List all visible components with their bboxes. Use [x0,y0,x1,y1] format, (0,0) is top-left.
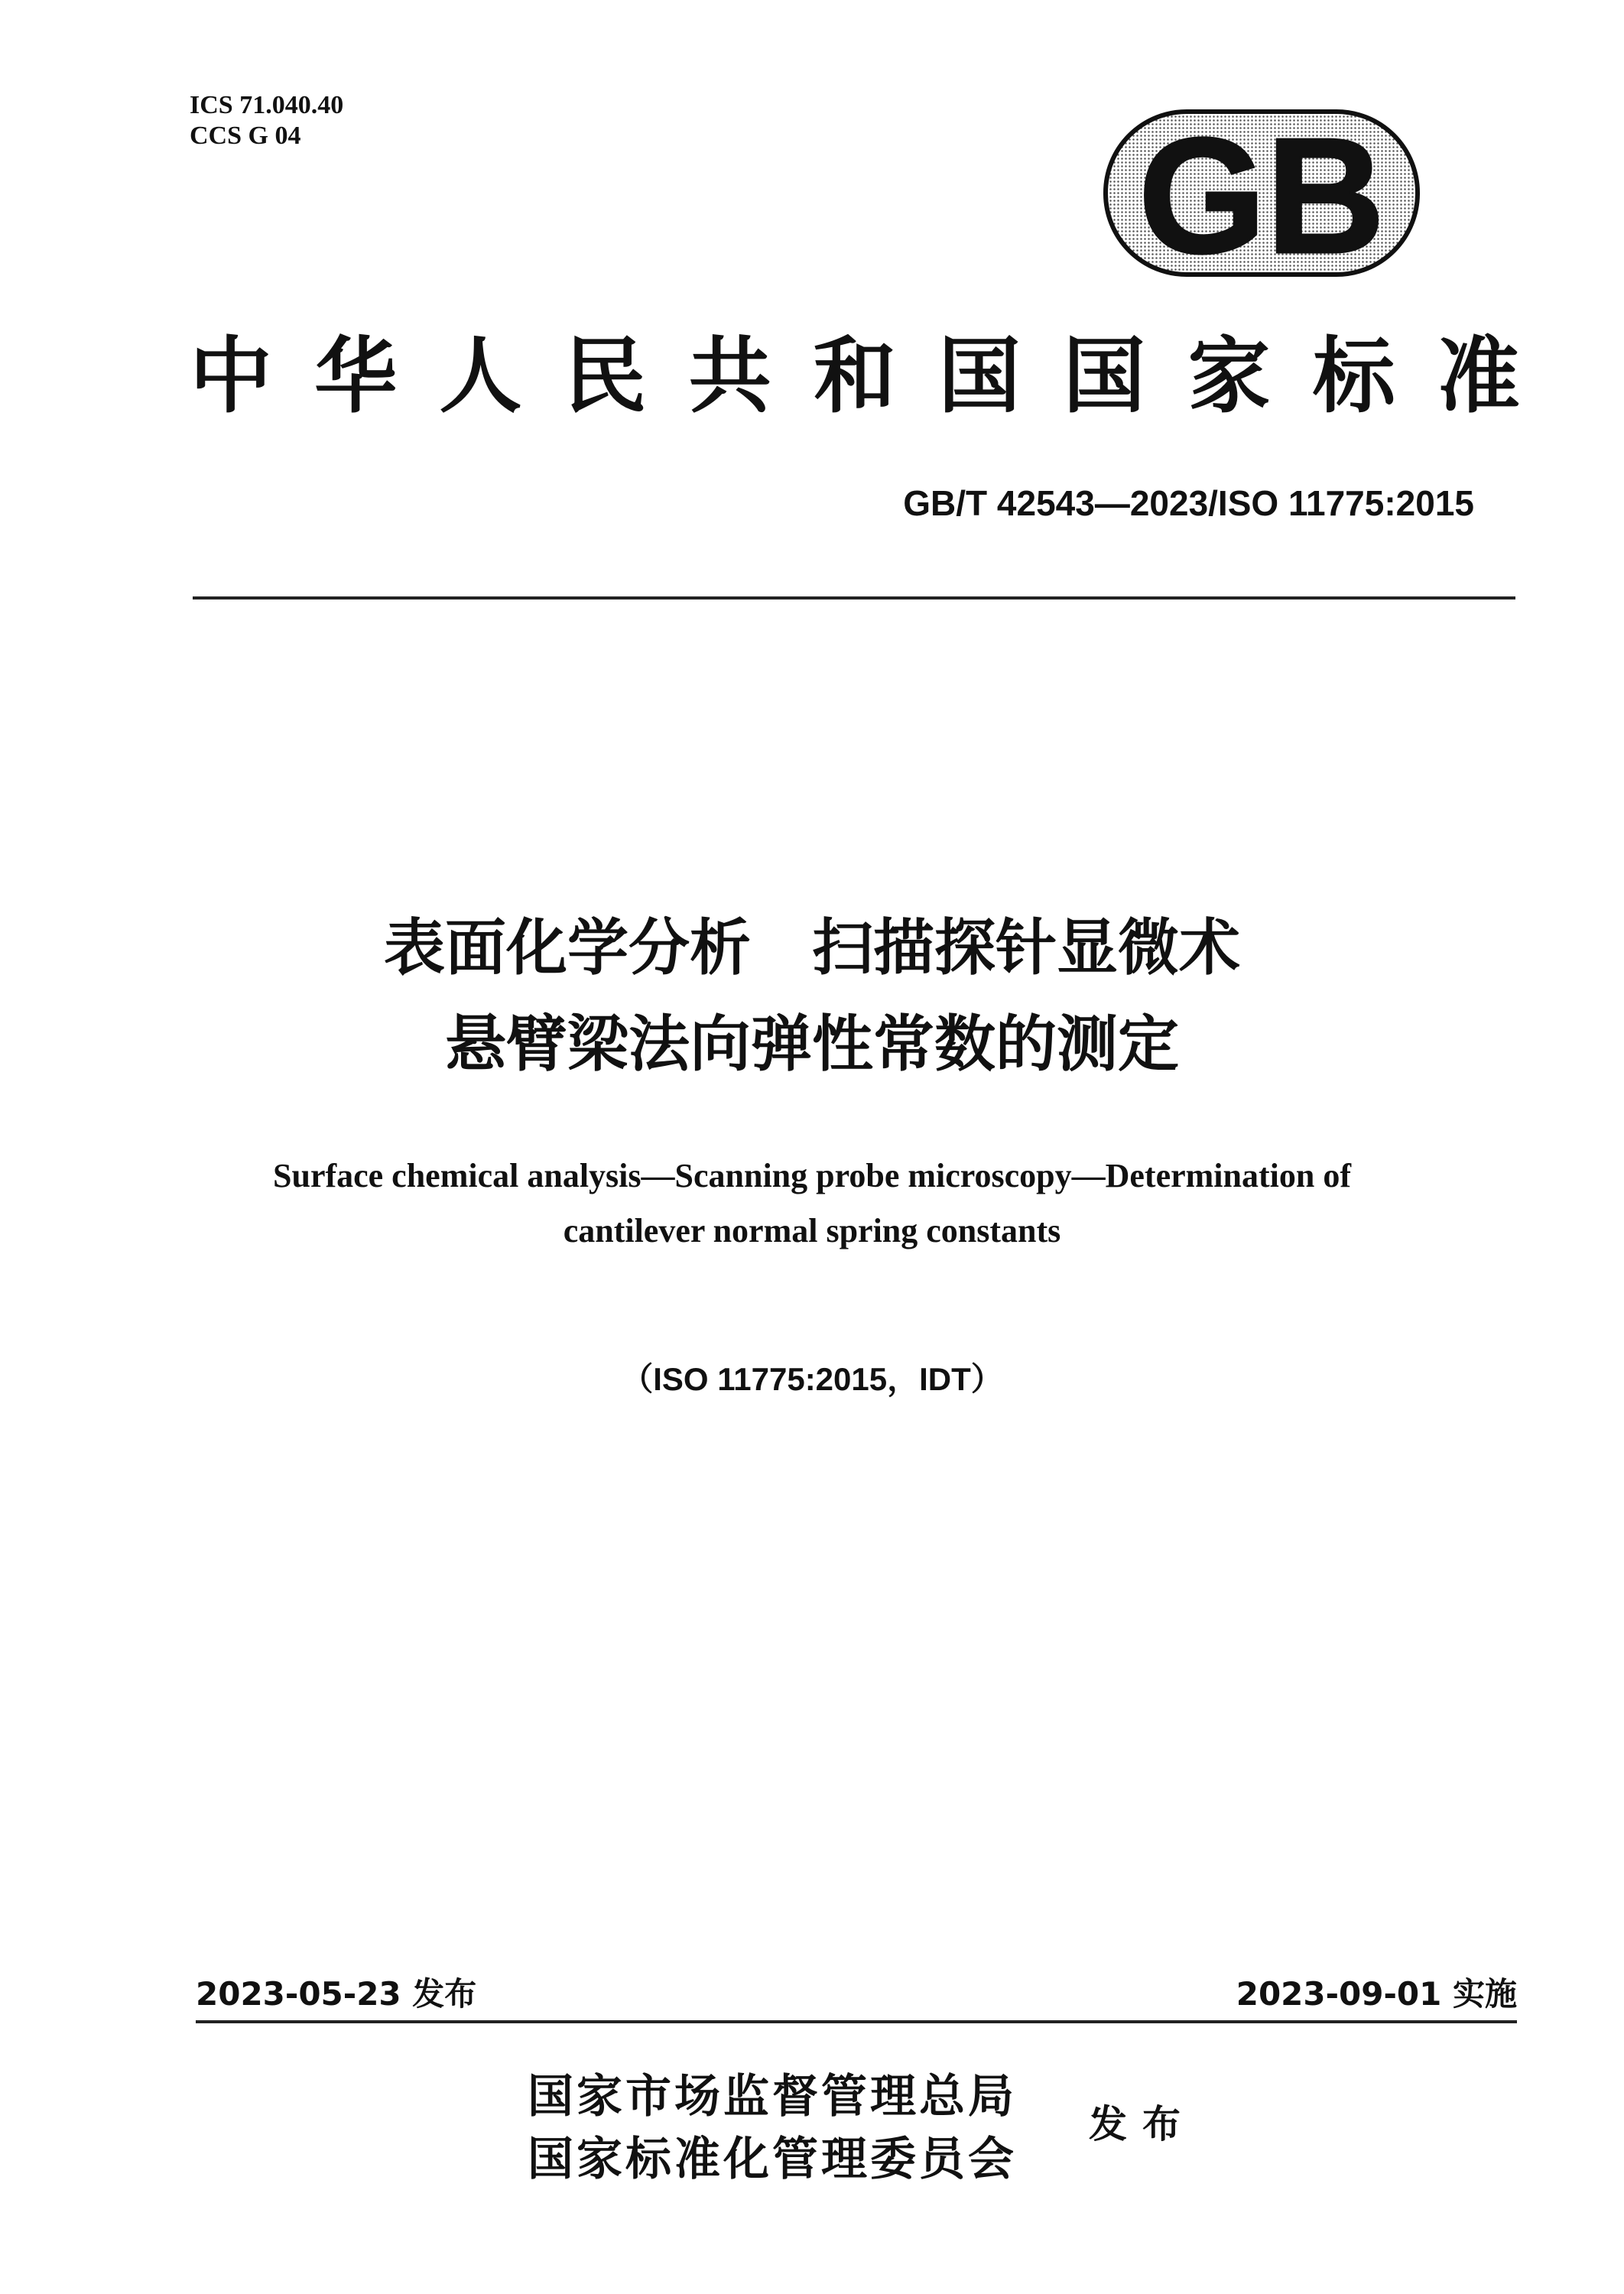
title-en-line-2: cantilever normal spring constants [563,1212,1061,1249]
org-char: 国 [1063,328,1146,424]
org-char: 和 [813,328,896,424]
top-divider [193,596,1515,599]
standard-organization-title [190,330,1520,422]
issuer-line-1: 国家市场监督管理总局 [528,2070,1017,2123]
issue-date: 2023-05-23 发布 [196,1975,477,2013]
gb-logo-text: GB [1138,107,1385,279]
gb-logo [1101,107,1422,279]
title-en-line-1: Surface chemical analysis—Scanning probe microscopy—Determination of [273,1157,1351,1194]
title-cn-line-2: 悬臂梁法向弹性常数的测定 [445,1009,1179,1080]
org-char: 华 [314,328,398,424]
org-char: 中 [190,328,273,424]
iso-equivalence: （ISO 11775:2015，IDT） [621,1361,1003,1397]
org-char: 国 [938,328,1021,424]
bottom-divider [196,2020,1517,2023]
org-char: 人 [439,328,522,424]
org-char: 标 [1312,328,1395,424]
org-char: 民 [564,328,647,424]
ccs-code: CCS G 04 [190,122,301,150]
issue-label: 发布 [1089,2101,1196,2146]
standard-number: GB/T 42543—2023/ISO 11775:2015 [903,483,1474,523]
title-cn-line-1: 表面化学分析 扫描探针显微术 [384,912,1240,983]
ics-code: ICS 71.040.40 [190,91,344,119]
issuer-line-2: 国家标准化管理委员会 [528,2133,1017,2186]
org-char: 家 [1187,328,1271,424]
org-char: 共 [688,328,771,424]
org-char: 准 [1437,328,1520,424]
implementation-date: 2023-09-01 实施 [1236,1975,1517,2013]
